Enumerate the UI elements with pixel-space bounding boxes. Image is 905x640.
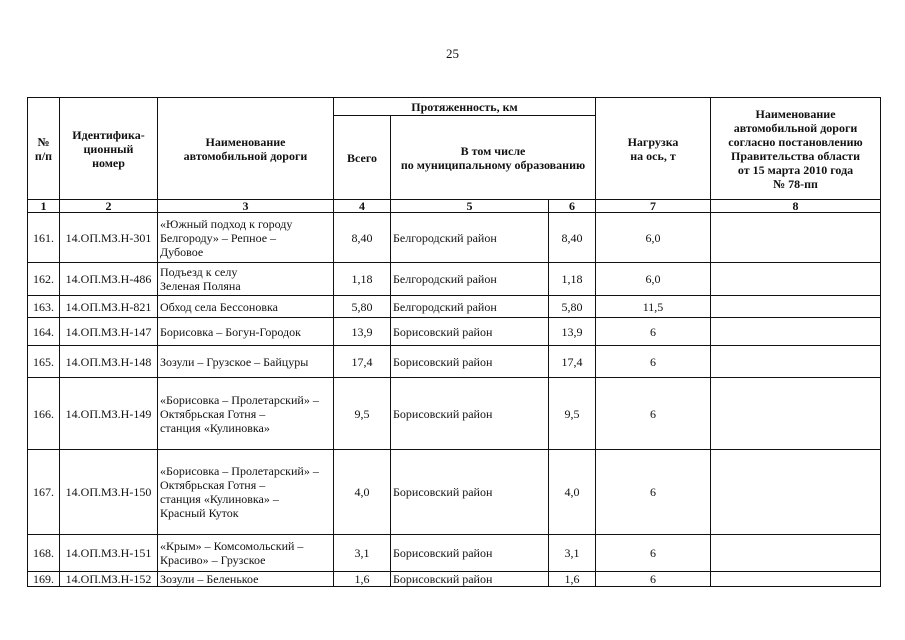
row-number: 169. [28, 572, 60, 587]
page-number: 25 [446, 46, 459, 61]
column-number: 5 [391, 200, 549, 213]
row-resolution-name [711, 572, 881, 587]
header-no: № п/п [28, 98, 60, 200]
row-length-total: 17,4 [334, 346, 391, 378]
column-number: 3 [158, 200, 334, 213]
header-axle-load: Нагрузка на ось, т [596, 98, 711, 200]
row-length-total: 8,40 [334, 213, 391, 263]
row-road-name: Зозули – Беленькое [158, 572, 334, 587]
row-length-total: 9,5 [334, 378, 391, 450]
row-district: Борисовский район [391, 378, 549, 450]
row-identifier: 14.ОП.МЗ.Н-147 [60, 318, 158, 346]
row-district-length: 1,6 [549, 572, 596, 587]
row-identifier: 14.ОП.МЗ.Н-301 [60, 213, 158, 263]
table-row [28, 213, 881, 263]
row-district: Борисовский район [391, 450, 549, 535]
row-identifier: 14.ОП.МЗ.Н-151 [60, 535, 158, 572]
row-identifier: 14.ОП.МЗ.Н-152 [60, 572, 158, 587]
column-number-row [28, 200, 881, 213]
roads-table [27, 97, 881, 587]
row-number: 161. [28, 213, 60, 263]
row-number: 162. [28, 263, 60, 296]
header-resolution-name: Наименование автомобильной дороги согласно постановлению Правительства области от 15 марта 2010 года № 78-пп [711, 98, 881, 200]
row-district: Борисовский район [391, 318, 549, 346]
row-road-name: Борисовка – Богун-Городок [158, 318, 334, 346]
row-length-total: 5,80 [334, 296, 391, 318]
row-road-name: «Борисовка – Пролетарский» – Октябрьская Готня – станция «Кулиновка» – Красный Куток [158, 450, 334, 535]
table-row [28, 296, 881, 318]
row-length-total: 1,18 [334, 263, 391, 296]
row-axle-load: 11,5 [596, 296, 711, 318]
row-axle-load: 6 [596, 346, 711, 378]
table-row [28, 535, 881, 572]
table-row [28, 318, 881, 346]
table-row [28, 346, 881, 378]
row-district: Белгородский район [391, 296, 549, 318]
row-district-length: 5,80 [549, 296, 596, 318]
row-axle-load: 6,0 [596, 263, 711, 296]
row-road-name: «Борисовка – Пролетарский» – Октябрьская Готня – станция «Кулиновка» [158, 378, 334, 450]
row-identifier: 14.ОП.МЗ.Н-821 [60, 296, 158, 318]
header-road-name: Наименование автомобильной дороги [158, 98, 334, 200]
row-road-name: Подъезд к селу Зеленая Поляна [158, 263, 334, 296]
row-axle-load: 6 [596, 450, 711, 535]
table-body [28, 213, 881, 587]
column-number: 2 [60, 200, 158, 213]
row-district-length: 1,18 [549, 263, 596, 296]
table-row [28, 450, 881, 535]
row-identifier: 14.ОП.МЗ.Н-486 [60, 263, 158, 296]
row-number: 166. [28, 378, 60, 450]
row-district-length: 3,1 [549, 535, 596, 572]
row-resolution-name [711, 296, 881, 318]
row-axle-load: 6,0 [596, 213, 711, 263]
row-number: 167. [28, 450, 60, 535]
table-row [28, 263, 881, 296]
row-identifier: 14.ОП.МЗ.Н-150 [60, 450, 158, 535]
row-district-length: 13,9 [549, 318, 596, 346]
row-district: Белгородский район [391, 263, 549, 296]
row-resolution-name [711, 213, 881, 263]
column-number: 6 [549, 200, 596, 213]
row-resolution-name [711, 263, 881, 296]
row-number: 165. [28, 346, 60, 378]
column-number: 4 [334, 200, 391, 213]
row-resolution-name [711, 346, 881, 378]
table-row [28, 572, 881, 587]
row-district: Борисовский район [391, 346, 549, 378]
row-length-total: 4,0 [334, 450, 391, 535]
row-identifier: 14.ОП.МЗ.Н-148 [60, 346, 158, 378]
row-axle-load: 6 [596, 572, 711, 587]
row-district-length: 4,0 [549, 450, 596, 535]
row-number: 168. [28, 535, 60, 572]
column-number: 7 [596, 200, 711, 213]
row-length-total: 1,6 [334, 572, 391, 587]
row-identifier: 14.ОП.МЗ.Н-149 [60, 378, 158, 450]
row-axle-load: 6 [596, 318, 711, 346]
row-district: Борисовский район [391, 572, 549, 587]
row-length-total: 13,9 [334, 318, 391, 346]
row-district: Белгородский район [391, 213, 549, 263]
column-number: 1 [28, 200, 60, 213]
row-district-length: 9,5 [549, 378, 596, 450]
row-resolution-name [711, 318, 881, 346]
row-district-length: 17,4 [549, 346, 596, 378]
row-number: 164. [28, 318, 60, 346]
row-axle-load: 6 [596, 535, 711, 572]
row-axle-load: 6 [596, 378, 711, 450]
header-id: Идентифика- ционный номер [60, 98, 158, 200]
row-road-name: «Южный подход к городу Белгороду» – Репное – Дубовое [158, 213, 334, 263]
table-row [28, 378, 881, 450]
row-district-length: 8,40 [549, 213, 596, 263]
table-header [28, 98, 881, 213]
column-number: 8 [711, 200, 881, 213]
row-district: Борисовский район [391, 535, 549, 572]
header-length-including: В том числе по муниципальному образованию [391, 116, 596, 200]
row-road-name: «Крым» – Комсомольский – Красиво» – Грузское [158, 535, 334, 572]
row-length-total: 3,1 [334, 535, 391, 572]
header-length-total: Всего [334, 116, 391, 200]
row-road-name: Обход села Бессоновка [158, 296, 334, 318]
row-number: 163. [28, 296, 60, 318]
row-road-name: Зозули – Грузское – Байцуры [158, 346, 334, 378]
row-resolution-name [711, 378, 881, 450]
row-resolution-name [711, 535, 881, 572]
header-length-group: Протяженность, км [334, 98, 596, 116]
row-resolution-name [711, 450, 881, 535]
